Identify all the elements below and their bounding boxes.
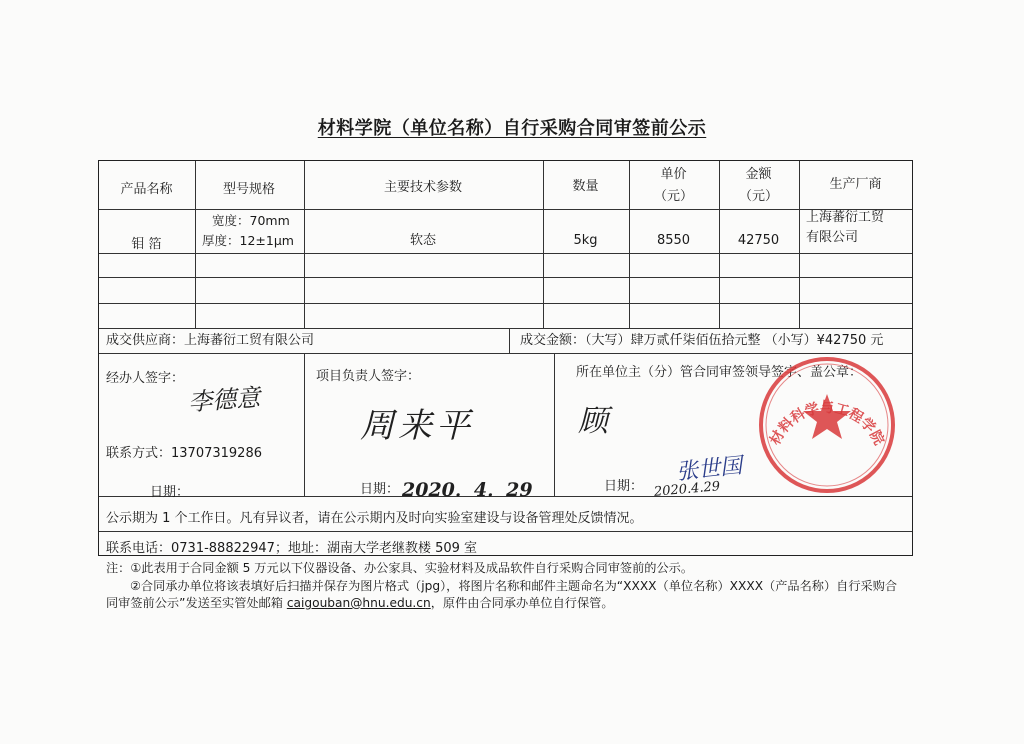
header-product-name: 产品名称 <box>120 182 173 197</box>
row-divider <box>99 277 912 278</box>
cell-model-width: 宽度：70mm <box>212 213 290 228</box>
row-divider <box>99 303 912 304</box>
contact-text: 联系方式：13707319286 <box>106 446 262 461</box>
note-line-1: 注：①此表用于合同金额 5 万元以下仪器设备、办公家具、实验材料及成品软件自行采购合同审签前的公示。 <box>106 561 694 575</box>
row-divider <box>99 253 912 254</box>
header-quantity: 数量 <box>572 179 599 194</box>
page-title <box>0 114 1024 140</box>
email-link[interactable]: caigouban@hnu.edu.cn <box>286 596 431 610</box>
col-divider <box>509 328 510 353</box>
notes-section <box>106 560 897 613</box>
header-params: 主要技术参数 <box>383 180 462 195</box>
title-text: 材料学院（单位名称）自行采购合同审签前公示 <box>317 118 707 139</box>
pi-signature: 周来平 <box>360 406 474 446</box>
cell-model-thickness: 厚度：12±1μm <box>202 233 294 248</box>
cell-manufacturer-line2: 有限公司 <box>806 230 859 245</box>
date-label-handler: 日期： <box>150 485 190 500</box>
header-manufacturer: 生产厂商 <box>829 177 882 192</box>
deal-amount-text: 成交金额：（大写）肆万贰仟柒佰伍拾元整 （小写）¥42750 元 <box>520 333 884 348</box>
header-unit-price-unit: （元） <box>653 189 693 204</box>
note-line-3 <box>106 595 897 613</box>
cell-manufacturer-line1: 上海蕃衍工贸 <box>806 210 885 225</box>
handler-signature-label: 经办人签字： <box>106 371 185 386</box>
contact-address-text: 联系电话：0731-88822947；地址：湖南大学老继教楼 509 室 <box>106 541 478 556</box>
seal-text: 材料科学与工程学院 <box>767 400 887 448</box>
cell-unit-price: 8550 <box>656 233 691 248</box>
supplier-text: 成交供应商：上海蕃衍工贸有限公司 <box>106 333 315 348</box>
unit-signature-2: 张世国 <box>675 453 744 486</box>
date-value-pi: 2020．4．29 <box>402 479 533 501</box>
header-unit-price: 单价 <box>660 167 687 182</box>
pi-signature-label: 项目负责人签字： <box>316 369 421 384</box>
public-notice-text: 公示期为 1 个工作日。凡有异议者，请在公示期内及时向实验室建设与设备管理处反馈情况。 <box>106 511 643 526</box>
cell-product-name: 钼 箔 <box>131 237 162 252</box>
cell-amount: 42750 <box>737 233 780 248</box>
col-divider <box>304 353 305 496</box>
note-line-2: ②合同承办单位将该表填好后扫描并保存为图片格式（jpg），将图片名称和邮件主题命名为“XXXX（单位名称）XXXX（产品名称）自行采购合 <box>130 578 898 593</box>
col-divider <box>554 353 555 496</box>
official-seal-icon <box>752 350 902 500</box>
header-amount-unit: （元） <box>738 189 778 204</box>
note-line-3-prefix: 同审签前公示”发送至实管处邮箱 <box>106 596 287 610</box>
unit-signature-label: 所在单位主（分）管合同审签领导签字、盖公章： <box>576 365 863 380</box>
cell-params: 软态 <box>409 233 436 248</box>
header-model: 型号规格 <box>222 182 275 197</box>
row-divider <box>99 328 912 329</box>
header-amount: 金额 <box>745 167 772 182</box>
row-divider <box>99 209 912 210</box>
handler-signature: 李德意 <box>187 383 262 417</box>
date-label-pi: 日期： <box>360 482 400 497</box>
note-line-3-suffix: ，原件由合同承办单位自行保管。 <box>430 596 614 610</box>
date-label-unit: 日期： <box>604 479 644 494</box>
row-divider <box>99 531 912 532</box>
cell-quantity: 5kg <box>573 233 598 248</box>
date-value-unit: 2020.4.29 <box>653 479 721 500</box>
unit-signature: 顾 <box>578 404 608 439</box>
